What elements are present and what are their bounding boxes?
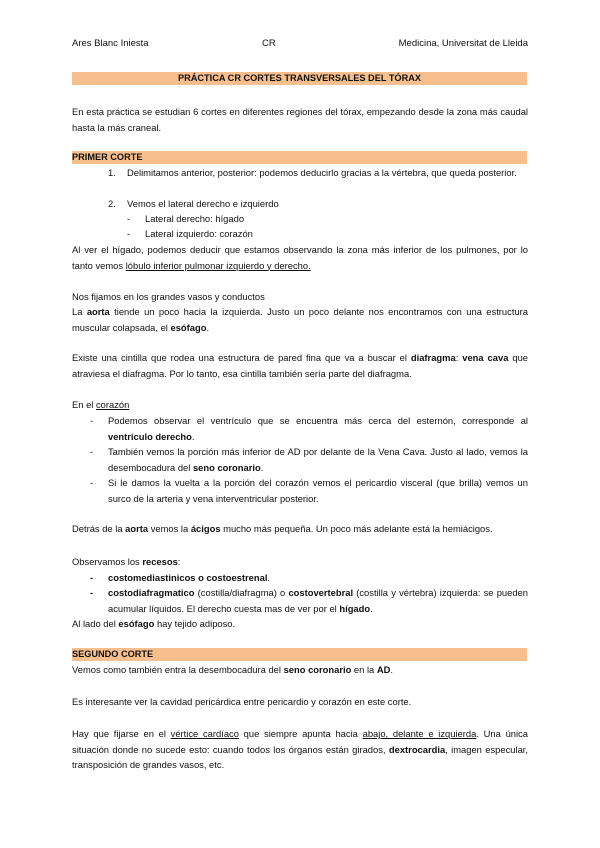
text-run: En el	[72, 399, 96, 410]
list-marker: -	[90, 415, 94, 426]
text-run: :	[177, 556, 181, 567]
sublist-item: Lateral izquierdo: corazón	[145, 228, 253, 239]
text-run: .	[260, 461, 264, 473]
text-run: , imagen especular, transposición de grandes vasos, etc.	[72, 743, 528, 770]
corazon-intro	[72, 397, 528, 413]
text-run: Detrás de la	[72, 523, 126, 534]
text-run: Podemos observar el ventrículo que se encuentra más cerca del esternón, corresponde al	[108, 415, 528, 426]
segundo-p1	[72, 662, 528, 678]
sublist-item: Lateral derecho: hígado	[145, 213, 245, 224]
bold-term: hígado	[339, 602, 371, 614]
recesos-intro	[72, 554, 528, 570]
bold-term: costovertebral	[288, 587, 354, 598]
list-item	[108, 413, 528, 444]
bold-term: diafragma	[410, 352, 456, 363]
header-code: CR	[262, 38, 276, 49]
bold-term: costomediastinicos o costoestrenal	[108, 572, 268, 583]
underlined-text: corazón	[95, 399, 130, 410]
bold-term: ventrículo derecho	[108, 430, 192, 442]
segundo-p2: Es interesante ver la cavidad pericárdica entre pericardio y corazón en este corte.	[72, 696, 412, 707]
list-marker: 2.	[108, 198, 116, 209]
cintilla-paragraph	[72, 350, 528, 381]
underlined-text: vértice cardíaco	[170, 728, 239, 739]
underlined-text: abajo, delante e izquierda	[362, 728, 477, 739]
text-run: Al lado del	[72, 618, 119, 629]
document-title: PRÁCTICA CR CORTES TRANSVERSALES DEL TÓRAX	[72, 72, 527, 85]
text-run: Vemos como también entra la desembocadura del	[72, 664, 284, 675]
list-marker: -	[90, 477, 94, 488]
sublist-marker: -	[127, 228, 131, 239]
text-run: La	[72, 306, 87, 317]
text-run: Existe una cintilla que rodea una estructura de pared fina que va a buscar el	[72, 352, 411, 363]
list-item	[108, 570, 528, 586]
bold-term: esófago	[170, 321, 207, 333]
bold-term: seno coronario	[283, 664, 352, 675]
text-run: :	[455, 352, 463, 363]
list-marker: 1.	[108, 167, 116, 178]
aorta-paragraph	[72, 304, 528, 335]
bold-term: vena cava	[462, 352, 509, 363]
text-run: .	[206, 321, 210, 333]
azigos-paragraph	[72, 521, 528, 537]
adiposo-paragraph	[72, 616, 528, 632]
text-run: tiende un poco hacia la izquierda. Justo un poco delante nos encontramos con una estructura muscular colapsada, el	[72, 306, 528, 333]
text-run: que siempre apunta hacia	[238, 728, 363, 739]
text-run: en la	[351, 664, 377, 675]
list-marker: -	[90, 587, 94, 598]
bold-term: seno coronario	[192, 461, 261, 473]
section-heading-primer-corte: PRIMER CORTE	[72, 151, 527, 164]
header-institution: Medicina, Universitat de Lleida	[398, 38, 528, 49]
text-run: hay tejido adiposo.	[154, 618, 236, 629]
list-item	[108, 475, 528, 506]
list-item: Vemos el lateral derecho e izquierdo	[127, 198, 279, 209]
list-item	[108, 585, 528, 616]
text-run: Al ver el hígado, podemos deducir que estamos observando la zona más inferior de los pulmones, por lo tanto vemos	[72, 244, 528, 271]
text-run: mucho más pequeña. Un poco más adelante está la hemiácigos.	[220, 523, 493, 534]
list-marker: -	[90, 572, 94, 583]
text-run: vemos la	[148, 523, 191, 534]
bold-term: dextrocardia	[388, 743, 446, 755]
text-run: (costilla y vértebra) izquierda: se pueden acumular líquidos. El derecho cuesta mas de ver por el	[108, 587, 528, 614]
text-run: . Una única situación donde no sucede esto: cuando todos los órganos están girados,	[72, 728, 528, 755]
list-item	[108, 444, 528, 475]
text-run: .	[191, 430, 195, 442]
list-item: Delimitamos anterior, posterior: podemos deducirlo gracias a la vértebra, que queda posterior.	[127, 167, 517, 178]
text-run: Hay que fijarse en el	[72, 728, 171, 739]
text-run: También vemos la porción más inferior de AD por delante de la Vena Cava. Justo al lado, vemos la desembocadura del	[108, 446, 528, 473]
list-marker: -	[90, 446, 94, 457]
bold-term: AD	[376, 664, 391, 675]
text-run: .	[370, 602, 373, 614]
bold-term: esófago	[118, 618, 155, 629]
bold-term: costodiafragmatico	[108, 587, 195, 598]
text-run: .	[390, 664, 394, 675]
header-author: Ares Blanc Iniesta	[72, 38, 149, 49]
text-run: Observamos los	[72, 556, 143, 567]
bold-term: aorta	[125, 523, 149, 534]
bold-term: aorta	[86, 306, 110, 317]
underlined-text: lóbulo inferior pulmonar izquierdo y derecho.	[125, 259, 311, 271]
segundo-p3	[72, 726, 528, 773]
text-run: (costilla/diafragma) o	[194, 587, 289, 598]
bold-term: recesos	[142, 556, 178, 567]
text-run: Si le damos la vuelta a la porción del corazón vemos el pericardio visceral (que brilla) vemos un surco de la arteria y vena interventricular posterior.	[108, 477, 528, 504]
bold-term: ácigos	[190, 523, 221, 534]
higado-paragraph	[72, 242, 528, 273]
text-run: que atraviesa el diafragma. Por lo tanto, esa cintilla también sería parte del diafragma.	[72, 352, 528, 379]
text-run: .	[267, 572, 271, 583]
vasos-title: Nos fijamos en los grandes vasos y conductos	[72, 291, 265, 302]
section-heading-segundo-corte: SEGUNDO CORTE	[72, 648, 527, 661]
intro-paragraph: En esta práctica se estudian 6 cortes en diferentes regiones del tórax, empezando desde la zona más caudal hasta la más craneal.	[72, 106, 528, 133]
sublist-marker: -	[127, 213, 131, 224]
